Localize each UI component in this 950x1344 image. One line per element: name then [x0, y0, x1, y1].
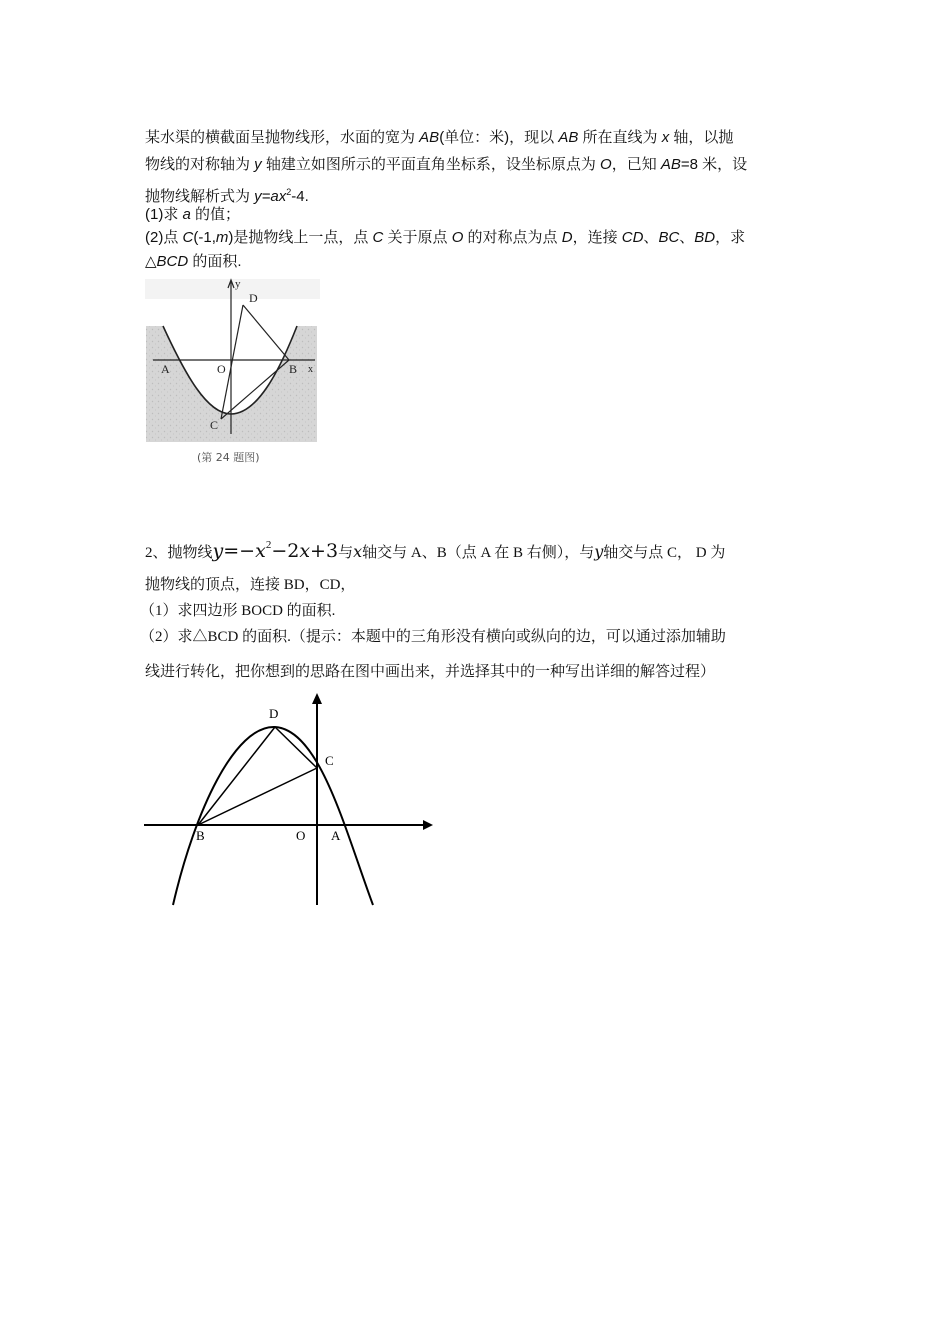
text: 、	[679, 229, 695, 246]
eq-exponent: 2	[265, 539, 272, 551]
eq-y: y	[212, 540, 224, 562]
text: 轴，以抛	[669, 129, 734, 146]
label-D: D	[269, 706, 279, 721]
problem2-line2	[145, 574, 355, 596]
problem1-question2	[145, 227, 745, 249]
text: 轴交与点 C， D 为	[603, 545, 726, 561]
x-axis-arrow	[423, 820, 433, 830]
figure-problem2	[140, 690, 440, 915]
text: 所在直线为	[578, 129, 662, 146]
var-O: O	[600, 156, 612, 173]
problem1-question2-cont	[145, 251, 242, 273]
problem2-question2-cont	[145, 661, 715, 683]
text: ，已知	[611, 156, 661, 173]
eq-part: =−	[223, 540, 256, 562]
label-A: A	[331, 828, 341, 843]
segment-DC	[275, 727, 317, 768]
label-x: x	[308, 364, 313, 375]
label-C: C	[210, 418, 219, 432]
text: 与	[338, 545, 354, 561]
y-axis-arrow	[312, 693, 322, 704]
eq-part: +3	[310, 540, 339, 562]
problem1-line2	[145, 154, 747, 176]
label-O: O	[217, 362, 226, 376]
label-C: C	[325, 753, 334, 768]
var-AB: AB	[660, 156, 681, 173]
text: 的面积.	[188, 253, 242, 270]
var-y: y	[594, 542, 604, 561]
var-CD: CD	[621, 229, 644, 246]
text: （1）求四边形 BOCD 的面积.	[140, 603, 336, 619]
label-y: y	[235, 278, 241, 290]
eq-part: −2	[271, 540, 300, 562]
label-O: O	[296, 828, 306, 843]
problem1-question1	[145, 204, 240, 226]
parabola	[173, 727, 373, 905]
text: 关于原点	[383, 229, 452, 246]
text: 的对称点为点	[463, 229, 562, 246]
background-band	[145, 279, 320, 299]
var-C: C	[372, 229, 384, 246]
var-AB: AB	[419, 129, 440, 146]
var-D: D	[561, 229, 573, 246]
text: （2）求△BCD 的面积.（提示：本题中的三角形没有横向或纵向的边，可以通过添加辅助	[140, 629, 726, 645]
text: ，连接	[572, 229, 622, 246]
exponent: 2	[286, 187, 292, 197]
var-y: y	[254, 156, 262, 173]
figure-24	[145, 274, 320, 474]
text: (-1,	[193, 229, 216, 246]
problem2-line1	[145, 532, 725, 566]
text: 抛物线的顶点，连接 BD，CD，	[145, 577, 356, 593]
problem1-line1	[145, 127, 733, 149]
var-BC: BC	[658, 229, 680, 246]
var-BD: BD	[694, 229, 716, 246]
segment-BD	[243, 305, 289, 360]
text: )是抛物线上一点，点	[228, 229, 373, 246]
label-B: B	[196, 828, 205, 843]
var-m: m	[215, 229, 229, 246]
var-AB: AB	[558, 129, 579, 146]
label-D: D	[249, 291, 258, 305]
text: 的值；	[190, 206, 241, 223]
var-BCD: BCD	[156, 253, 189, 270]
text: 某水渠的横截面呈抛物线形，水面的宽为	[145, 129, 420, 146]
problem2-question1	[140, 600, 335, 622]
var-x: x	[661, 129, 670, 146]
figure-caption: (第 24 题图)	[197, 451, 260, 464]
var-x: x	[353, 542, 363, 561]
text: ，求	[715, 229, 746, 246]
text: .	[304, 188, 309, 205]
eq-x: x	[255, 540, 266, 562]
formula-rest: -4	[291, 188, 305, 205]
triangle-symbol: △	[145, 253, 157, 270]
var-a: a	[182, 206, 191, 223]
text: (1)求	[145, 206, 183, 223]
text: (单位：米)，现以	[439, 129, 559, 146]
segment-BC	[198, 768, 317, 825]
eq-x: x	[299, 540, 311, 562]
text: 、	[643, 229, 659, 246]
var-O: O	[451, 229, 464, 246]
label-B: B	[289, 362, 298, 376]
label-A: A	[161, 362, 170, 376]
text: 线进行转化，把你想到的思路在图中画出来，并选择其中的一种写出详细的解答过程）	[145, 664, 716, 680]
segment-BD	[198, 727, 275, 825]
text: 抛物线解析式为	[145, 188, 255, 205]
text: 轴交与 A、B（点 A 在 B 右侧），与	[362, 545, 595, 561]
formula: y=ax	[254, 188, 287, 205]
text: (2)点	[145, 229, 183, 246]
problem2-question2	[140, 626, 726, 648]
text: =8 米，设	[680, 156, 748, 173]
text: 2、抛物线	[145, 545, 213, 561]
text: 物线的对称轴为	[145, 156, 255, 173]
text: 轴建立如图所示的平面直角坐标系，设坐标原点为	[261, 156, 601, 173]
var-C: C	[182, 229, 194, 246]
